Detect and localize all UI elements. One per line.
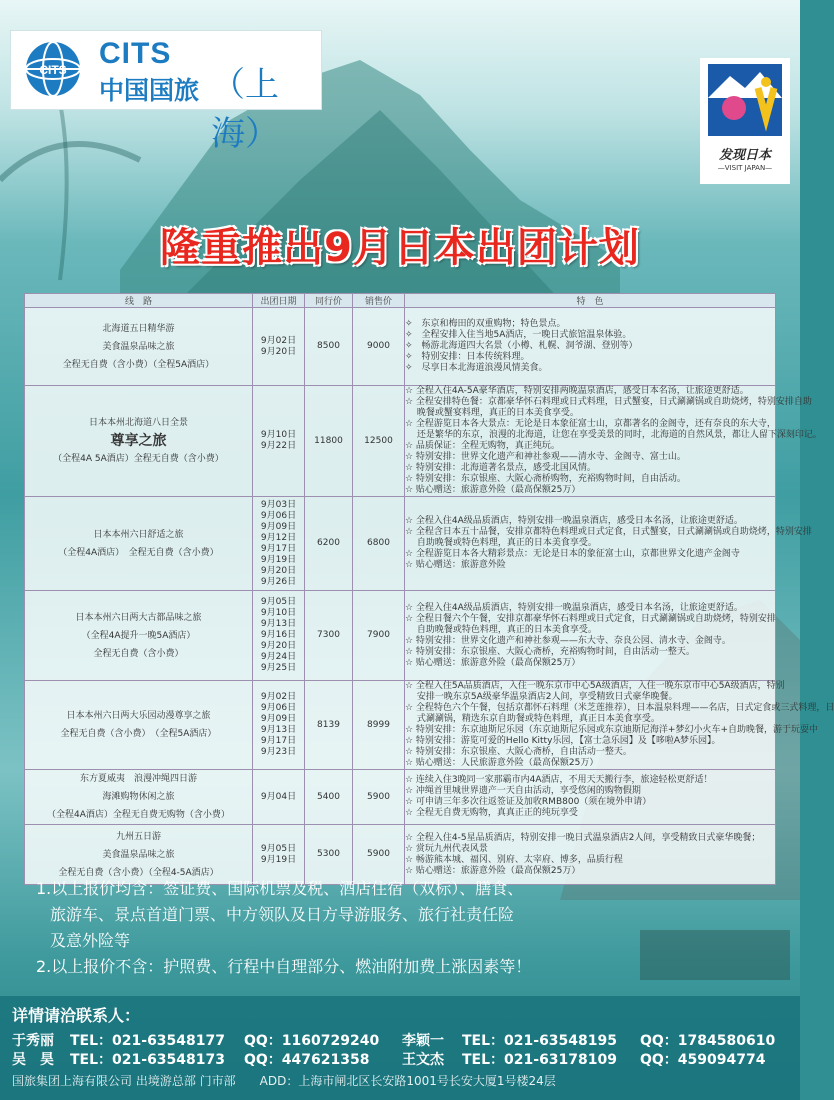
cits-logo [10, 30, 322, 154]
feature-item: ☆ 贴心赠送：旅游意外险 [405, 560, 506, 570]
route-line: 东方夏威夷 浪漫冲绳四日游 [79, 774, 197, 784]
feature-item: ☆ 特别安排：东京迪斯尼乐园（东京迪斯尼乐园或东京迪斯尼海洋+梦幻小火车+自助晚餐，游于玩耍中 [405, 725, 819, 735]
feature-item: ☆ 冲绳首里城世界遗产一天自由活动，享受悠闲的购物假期 [405, 786, 641, 796]
feature-item: ☆ 全程特色六个午餐，包括京都怀石料理（米芝莲推荐），日本温泉料理——名店，日式定食或三式料理，日 [405, 703, 834, 713]
features-cell [405, 770, 776, 825]
departure-date: 9月02日 [260, 692, 297, 702]
feature-item: ☆ 可申请三年多次往返签证及加收RMB800（须在境外申请） [405, 797, 652, 807]
visit-japan-logo [700, 58, 790, 184]
feature-item: 还是繁华的东京，浪漫的北海道，让您在享受美景的同时，北海道的自然风景，都让人留下深刻印记。 [405, 430, 822, 440]
feature-item: ☆ 特别安排：东京银座、大阪心斋桥购物，充裕购物时间，自由活动。 [405, 474, 686, 484]
departure-date: 9月17日 [260, 543, 297, 554]
table-row [25, 308, 776, 386]
departure-date: 9月10日 [260, 608, 297, 618]
route-line: 日本本州六日两大乐园动漫尊享之旅 [66, 711, 211, 721]
sale-price: 6800 [353, 497, 405, 591]
route-line: 海滩购物休闲之旅 [102, 792, 175, 802]
route-line: 北海道五日精华游 [102, 323, 175, 334]
route-line: 美食温泉品味之旅 [102, 341, 175, 352]
route-line: 全程无自费（含小费） [93, 648, 184, 659]
features-cell [405, 681, 834, 770]
departure-date: 9月02日 [260, 335, 297, 346]
feature-item: ☆ 特别安排：游览可爱的Hello Kitty乐园，【富士急乐园】及【哆啦A梦乐园】。 [405, 736, 721, 746]
route-line: 尊享之旅 [110, 433, 167, 449]
departure-date: 9月19日 [260, 854, 297, 865]
header-features: 特 色 [405, 294, 776, 308]
feature-item: ☆ 贴心赠送：旅游意外险（最高保额25万） [405, 657, 581, 668]
route-line: 全程无自费（含小费）（全程5A酒店） [62, 359, 215, 370]
date-cell [253, 308, 305, 386]
contact-name: 王文杰 [402, 1052, 444, 1068]
route-line: 美食温泉品味之旅 [102, 849, 175, 860]
contact-tel: TEL：021-63548177 [70, 1033, 225, 1049]
departure-date: 9月23日 [260, 747, 297, 757]
sale-price: 7900 [353, 591, 405, 681]
departure-date: 9月16日 [260, 630, 297, 640]
note-included-3: 及意外险等 [50, 931, 131, 950]
feature-item: ✧ 特别安排：日本传统料理。 [405, 352, 530, 362]
feature-item: ☆ 特别安排：北海道著名景点，感受北国风情。 [405, 463, 596, 473]
features-cell [405, 308, 776, 386]
route-line: （全程4A酒店） 全程无自费（含小费） [58, 547, 219, 558]
feature-item: 自助晚餐或特色料理，真正的日本美食享受。 [405, 624, 597, 635]
japan-logo-sub: —VISIT JAPAN— [717, 164, 773, 172]
header-sale-price: 销售价 [353, 294, 405, 308]
header-route: 线 路 [25, 294, 253, 308]
departure-date: 9月22日 [260, 441, 297, 451]
feature-item: ✧ 尽享日本北海道浪漫风情美食。 [405, 363, 548, 373]
feature-item: ☆ 全程入住4-5星品质酒店，特别安排一晚日式温泉酒店2人间，享受精致日式豪华晚餐； [405, 832, 761, 843]
departure-date: 9月04日 [260, 791, 297, 802]
departure-date: 9月09日 [260, 521, 297, 532]
sale-price: 9000 [353, 308, 405, 386]
feature-item: ☆ 全程入住4A级品质酒店，特别安排一晚温泉酒店，感受日本名汤，让旅途更舒适。 [405, 602, 743, 613]
contact-name: 于秀丽 [12, 1033, 54, 1049]
contact-qq: QQ：1784580610 [640, 1033, 776, 1049]
feature-item: ☆ 特别安排：东京银座、大阪心斋桥，充裕购物时间，自由活动一整天。 [405, 646, 695, 657]
departure-date: 9月05日 [260, 597, 297, 607]
svg-text:CITS: CITS [39, 63, 67, 77]
feature-item: ☆ 贴心赠送：旅游意外险（最高保额25万） [405, 865, 581, 876]
departure-date: 9月06日 [260, 703, 297, 713]
feature-item: ☆ 全程无自费无购物，真真正正的纯玩享受 [405, 808, 578, 818]
route-line: 全程无自费（含小费） （全程5A酒店） [60, 729, 217, 739]
date-cell [253, 681, 305, 770]
route-cell [25, 386, 253, 497]
feature-item: 安排一晚东京5A级豪华温泉酒店2人间，享受精致日式豪华晚餐。 [405, 692, 678, 702]
header-peer-price: 同行价 [305, 294, 353, 308]
contact-qq: QQ：447621358 [244, 1052, 370, 1068]
feature-item: 自助晚餐或特色料理，真正的日本美食享受。 [405, 538, 597, 548]
departure-date: 9月19日 [260, 554, 297, 565]
departure-date: 9月05日 [260, 843, 297, 854]
feature-item: ☆ 品质保证：全程无购物，真正纯玩。 [405, 441, 560, 451]
header-date: 出团日期 [253, 294, 305, 308]
feature-item: ✧ 东京和梅田的双重购物；特色景点。 [405, 319, 566, 329]
features-cell [405, 386, 822, 497]
route-cell [25, 770, 253, 825]
feature-item: ☆ 全程安排特色餐：京都豪华怀石料理或日式料理，日式蟹宴，日式涮涮锅或自助烧烤，特别安排自助 [405, 397, 812, 407]
table-row [25, 770, 776, 825]
feature-item: 晚餐或蟹宴料理，真正的日本美食享受。 [405, 408, 579, 418]
feature-item: ✧ 畅游北海道四大名景（小樽、札幌、洞爷湖、登别等） [405, 341, 638, 351]
features-cell [405, 497, 812, 591]
departure-date: 9月09日 [260, 714, 297, 724]
table-row [25, 681, 776, 770]
route-line: 九州五日游 [115, 831, 161, 842]
visit-japan-icon [700, 58, 790, 144]
route-line: 日本本州北海道八日全景 [88, 418, 188, 428]
feature-item: ☆ 全程日餐六个午餐，安排京都豪华怀石料理或日式定食，日式涮涮锅或自助烧烤，特别安排 [405, 613, 776, 624]
contact-name: 李颖一 [402, 1033, 444, 1049]
departure-date: 9月25日 [260, 663, 297, 673]
feature-item: 式涮涮锅，精选东京自助餐或特色料理，真正日本美食享受。 [405, 714, 660, 724]
contact-qq: QQ：459094774 [640, 1052, 766, 1068]
date-cell [253, 386, 305, 497]
route-line: 全程无自费（含小费）（全程4-5A酒店） [58, 867, 219, 878]
sale-price: 5900 [353, 770, 405, 825]
brand-cits: CITS [99, 37, 172, 70]
note-included-2: 旅游车、景点首道门票、中方领队及日方导游服务、旅行社责任险 [50, 905, 515, 924]
tour-table [24, 293, 834, 885]
note-excluded: 2.以上报价不含：护照费、行程中自理部分、燃油附加费上涨因素等！ [36, 957, 532, 976]
route-line: （全程4A 5A酒店）全程无自费（含小费） [53, 454, 224, 464]
route-cell [25, 591, 253, 681]
table-header [25, 294, 776, 308]
sale-price: 5900 [353, 825, 405, 885]
company-address: 国旅集团上海有限公司 出境游总部 门市部 ADD：上海市闸北区长安路1001号长安大厦1号楼24层 [12, 1074, 556, 1088]
route-line: 日本本州六日舒适之旅 [93, 529, 184, 540]
date-cell [253, 770, 305, 825]
feature-item: ☆ 全程游览日本各大景点：无论是日本象征富士山，京都著名的金阁寺，还有奈良的东大寺， [405, 419, 776, 429]
page-title: 隆重推出9月日本出团计划 [160, 225, 640, 271]
feature-item: ☆ 全程含日本五十品餐，安排京都特色料理或日式定食，日式蟹宴，日式涮涮锅或自助烧烤，特别安排 [405, 527, 812, 537]
peer-price: 5400 [305, 770, 353, 825]
route-cell [25, 308, 253, 386]
departure-date: 9月26日 [260, 576, 297, 587]
table-row [25, 591, 776, 681]
peer-price: 5300 [305, 825, 353, 885]
feature-item: ☆ 特别安排：世界文化遗产和神社参观——东大寺、奈良公园、清水寺、金阁寺。 [405, 635, 731, 646]
brand-cn: 中国国旅 [99, 76, 200, 105]
departure-date: 9月10日 [260, 430, 297, 440]
feature-item: ✧ 全程安排入住当地5A酒店，一晚日式旅馆温泉体验。 [405, 330, 632, 340]
contact-qq: QQ：1160729240 [244, 1033, 380, 1049]
departure-date: 9月20日 [260, 641, 297, 651]
peer-price: 6200 [305, 497, 353, 591]
feature-item: ☆ 全程游览日本各大精彩景点：无论是日本的象征富士山，京都世界文化遗产金阁寺 [405, 549, 740, 559]
peer-price: 8139 [305, 681, 353, 770]
price-notes [36, 876, 776, 980]
contact-title: 详情请洽联系人： [12, 1006, 141, 1025]
date-cell [253, 591, 305, 681]
contact-tel: TEL：021-63548195 [462, 1033, 617, 1049]
feature-item: ☆ 特别安排：东京银座、大阪心斋桥，自由活动一整天。 [405, 747, 632, 757]
contact-name: 吴 昊 [12, 1052, 54, 1068]
route-line: 日本本州六日两大古都品味之旅 [75, 612, 202, 623]
feature-item: ☆ 畅游熊本城、福冈、别府、太宰府、博多，品质行程 [405, 854, 623, 865]
peer-price: 11800 [305, 386, 353, 497]
note-included: 1.以上报价均含：签证费、国际机票及税、酒店住宿（双标）、膳食、 [36, 879, 524, 898]
route-line: （全程4A酒店）全程无自费无购物（含小费） [47, 810, 230, 820]
departure-date: 9月13日 [260, 725, 297, 735]
route-cell [25, 497, 253, 591]
departure-date: 9月24日 [260, 652, 297, 662]
departure-date: 9月03日 [260, 499, 297, 510]
feature-item: ☆ 特别安排：世界文化遗产和神社参观——清水寺、金阁寺、富士山。 [405, 452, 686, 462]
departure-date: 9月20日 [260, 565, 297, 576]
departure-date: 9月12日 [260, 532, 297, 543]
brand-city: （上海） [211, 65, 279, 154]
date-cell [253, 497, 305, 591]
contact-tel: TEL：021-63548173 [70, 1052, 225, 1068]
departure-date: 9月17日 [260, 736, 297, 746]
feature-item: ☆ 贴心赠送：人民旅游意外险（最高保额25万） [405, 758, 599, 768]
peer-price: 7300 [305, 591, 353, 681]
feature-item: ☆ 全程入住4A-5A豪华酒店，特别安排两晚温泉酒店，感受日本名汤，让旅途更舒适。 [405, 386, 749, 396]
route-cell [25, 681, 253, 770]
departure-date: 9月13日 [260, 619, 297, 629]
table-row [25, 497, 776, 591]
sale-price: 12500 [353, 386, 405, 497]
route-line: （全程4A提升一晚5A酒店） [81, 630, 196, 641]
feature-item: ☆ 全程入住4A级品质酒店，特别安排一晚温泉酒店，感受日本名汤，让旅途更舒适。 [405, 516, 743, 526]
departure-date: 9月20日 [260, 346, 297, 357]
departure-date: 9月06日 [260, 510, 297, 521]
features-cell [405, 591, 776, 681]
sale-price: 8999 [353, 681, 405, 770]
peer-price: 8500 [305, 308, 353, 386]
globe-icon [23, 39, 83, 99]
japan-logo-text: 发现日本 [718, 148, 771, 163]
feature-item: ☆ 贴心赠送：旅游意外险（最高保额25万） [405, 485, 581, 495]
feature-item: ☆ 赏玩九州代表风景 [405, 843, 488, 854]
feature-item: ☆ 全程入住5A品质酒店，入住一晚东京市中心5A级酒店，入住一晚东京市中心5A级酒店，特别 [405, 681, 785, 691]
feature-item: ☆ 连续入住3晚同一家那霸市内4A酒店，不用天天搬行李，旅途轻松更舒适！ [405, 775, 713, 785]
contact-tel: TEL：021-63178109 [462, 1052, 617, 1068]
table-row [25, 386, 776, 497]
